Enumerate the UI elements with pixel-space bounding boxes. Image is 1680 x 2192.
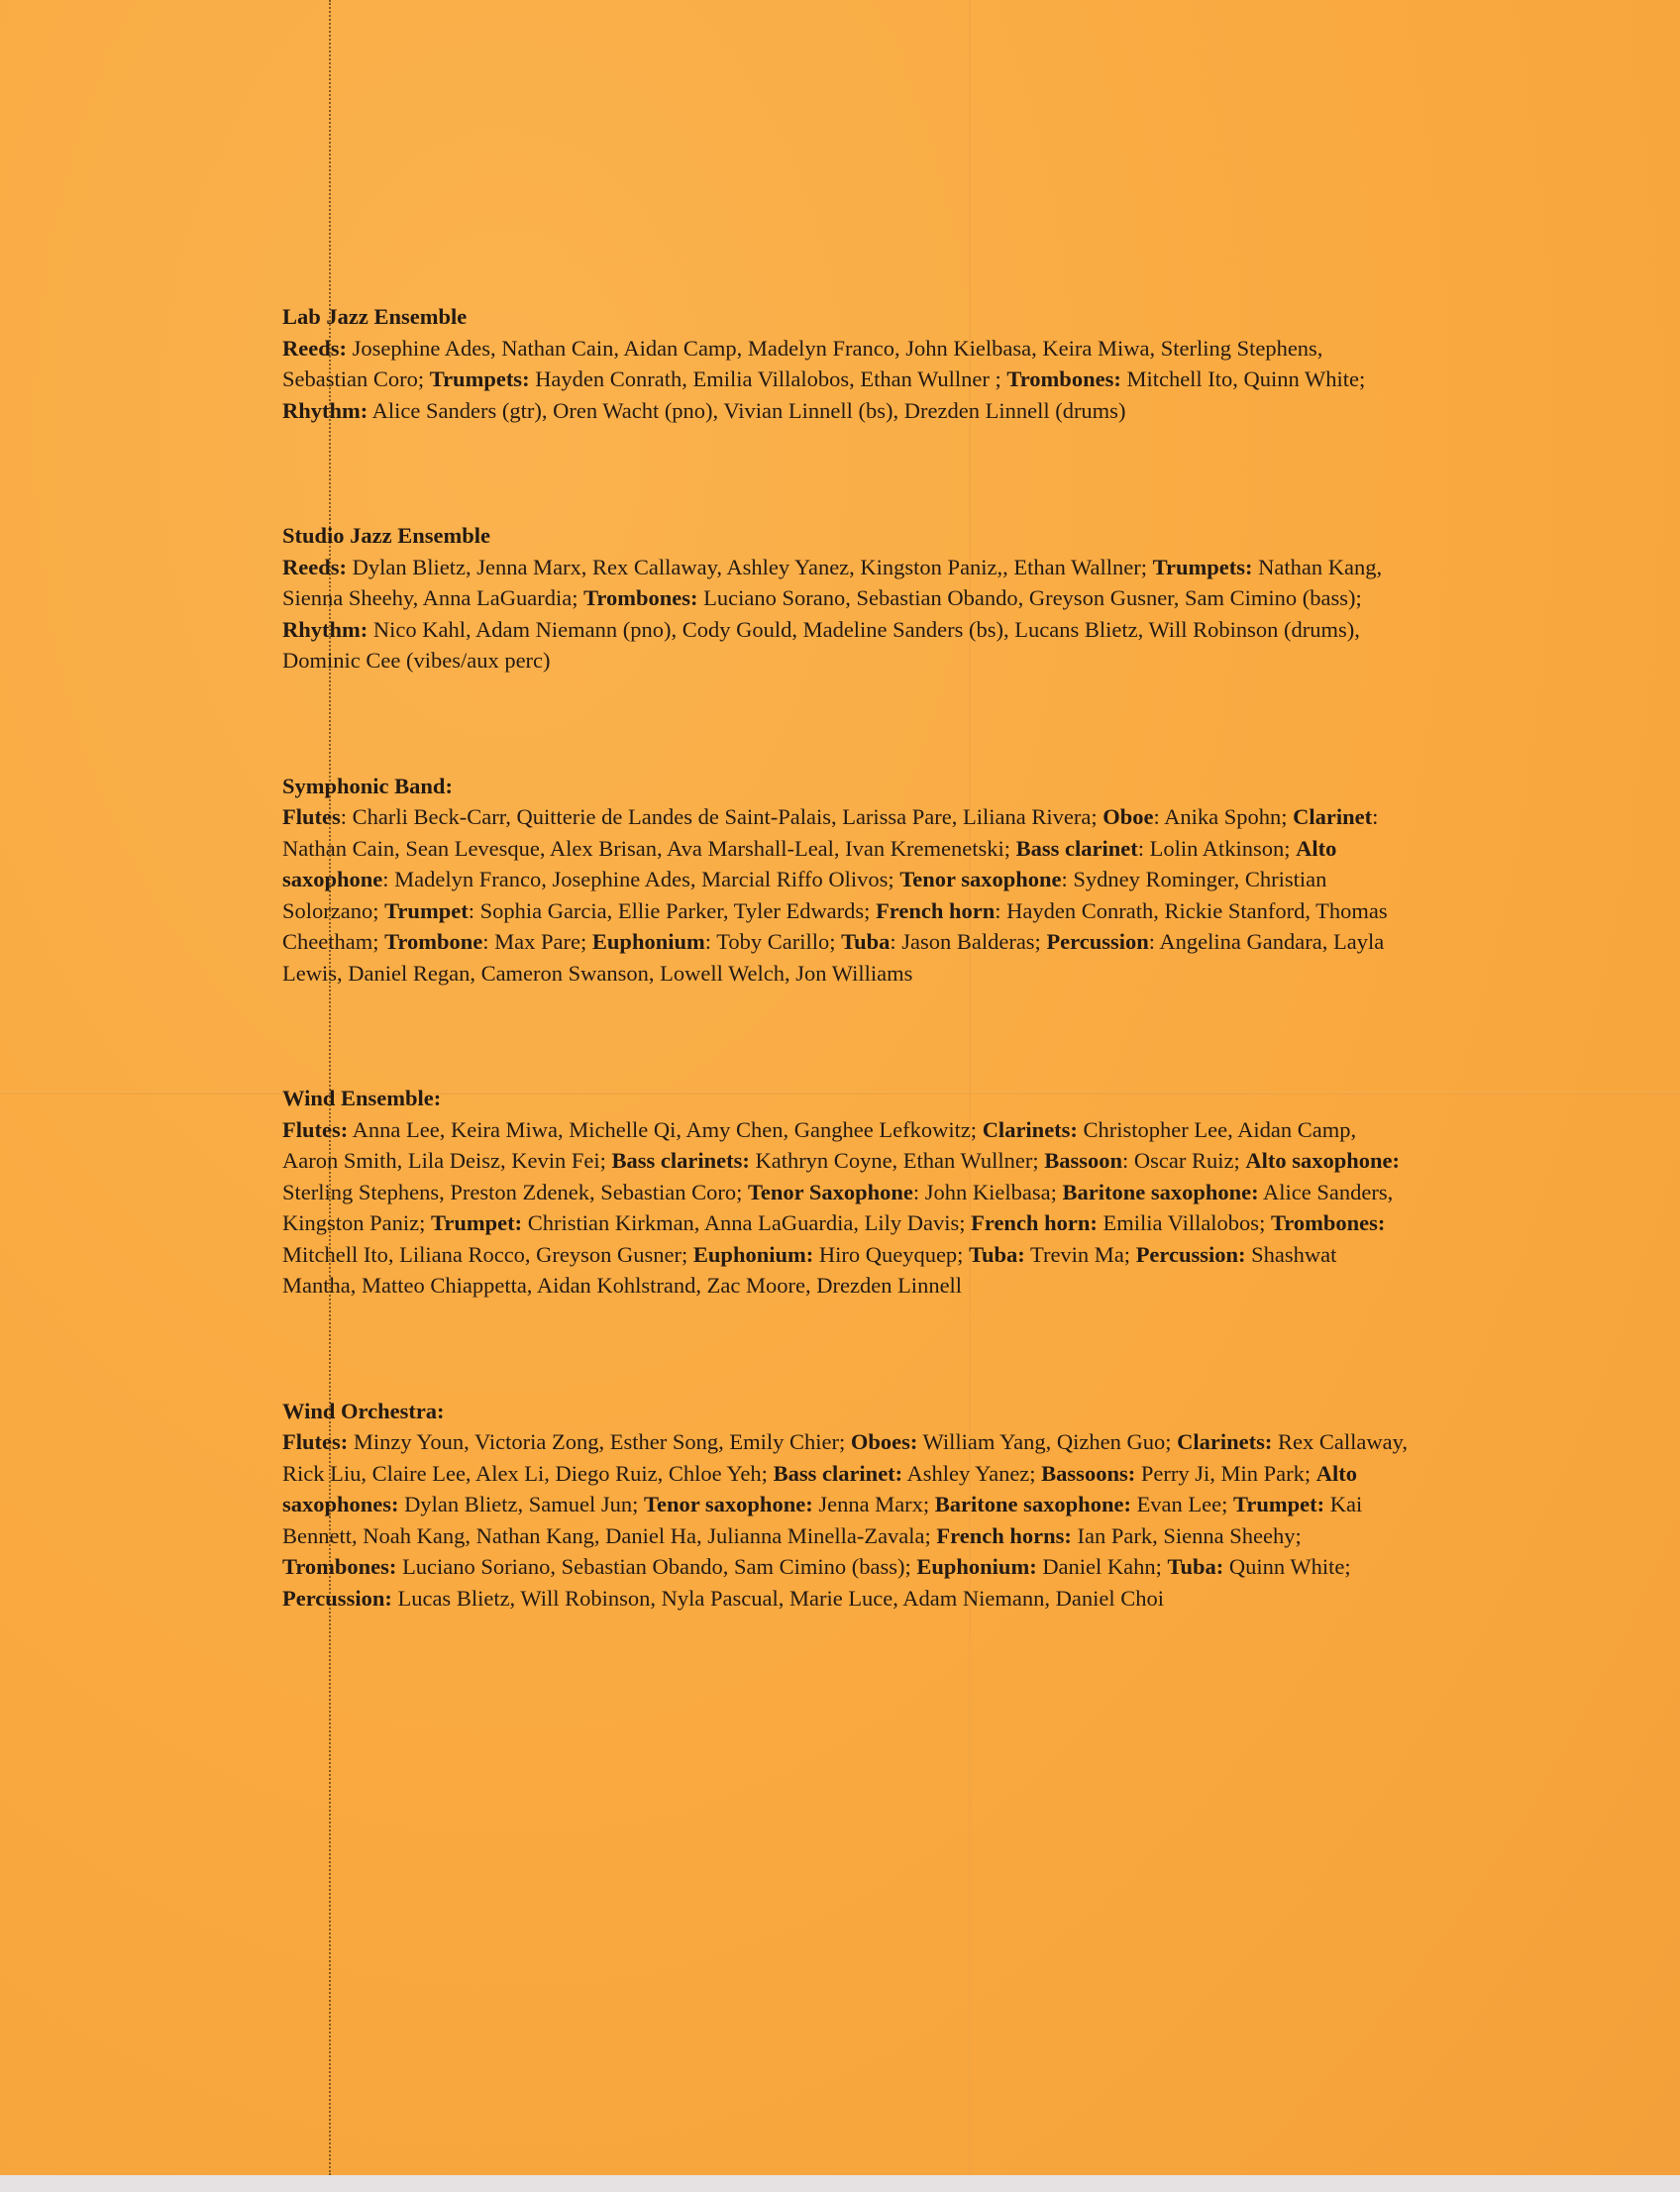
instrument-label: Oboe bbox=[1102, 804, 1154, 829]
member-names: Sterling Stephens, Preston Zdenek, Sebastian Coro; bbox=[282, 1179, 748, 1204]
instrument-label: Trumpet: bbox=[1233, 1492, 1325, 1516]
ensemble-roster bbox=[282, 801, 1412, 989]
instrument-label: Trombones: bbox=[282, 1554, 397, 1579]
instrument-label: Bass clarinet bbox=[1015, 835, 1138, 861]
member-names: Perry Ji, Min Park; bbox=[1135, 1460, 1316, 1486]
scan-margin bbox=[0, 2175, 1680, 2192]
instrument-label: Bass clarinets: bbox=[611, 1148, 750, 1173]
instrument-label: Trombone bbox=[384, 929, 483, 954]
member-names: : Jason Balderas; bbox=[890, 929, 1047, 954]
instrument-label: Alto saxophones: bbox=[282, 1460, 1357, 1516]
instrument-label: Clarinets: bbox=[1177, 1429, 1273, 1454]
member-names: : Charli Beck-Carr, Quitterie de Landes de Saint-Palais, Larissa Pare, Liliana Rivera; bbox=[340, 804, 1103, 829]
member-names: : John Kielbasa; bbox=[912, 1179, 1063, 1204]
member-names: : Anika Spohn; bbox=[1153, 804, 1294, 829]
member-names: Jenna Marx; bbox=[812, 1492, 935, 1516]
member-names: : Angelina Gandara, Layla Lewis, Daniel Regan, Cameron Swanson, Lowell Welch, Jon Williams bbox=[282, 929, 1385, 986]
ensemble-title: Studio Jazz Ensemble bbox=[282, 523, 491, 548]
member-names: : Madelyn Franco, Josephine Ades, Marcial Riffo Olivos; bbox=[382, 867, 900, 891]
member-names: William Yang, Qizhen Guo; bbox=[917, 1429, 1178, 1454]
instrument-label: Alto saxophone bbox=[282, 835, 1337, 891]
instrument-label: Trumpets: bbox=[429, 366, 530, 391]
ensemble-roster bbox=[282, 333, 1412, 427]
member-names: Daniel Kahn; bbox=[1036, 1554, 1168, 1579]
instrument-label: Reeds: bbox=[282, 335, 347, 361]
member-names: Mitchell Ito, Liliana Rocco, Greyson Gusner; bbox=[282, 1241, 693, 1267]
instrument-label: Euphonium: bbox=[692, 1241, 814, 1267]
instrument-label: Tenor Saxophone bbox=[747, 1179, 913, 1204]
ensemble-roster bbox=[282, 1114, 1412, 1302]
member-names: Evan Lee; bbox=[1130, 1492, 1234, 1516]
instrument-label: Clarinets: bbox=[982, 1116, 1078, 1142]
instrument-label: Rhythm: bbox=[282, 397, 368, 423]
instrument-label: Trombones: bbox=[1006, 366, 1121, 391]
instrument-label: Reeds: bbox=[282, 554, 347, 579]
ensemble-roster bbox=[282, 1426, 1412, 1614]
ensemble-title: Lab Jazz Ensemble bbox=[282, 304, 468, 329]
instrument-label: Percussion: bbox=[282, 1585, 392, 1611]
instrument-label: Oboes: bbox=[850, 1429, 918, 1454]
instrument-label: Alto saxophone: bbox=[1245, 1148, 1400, 1173]
member-names: Alice Sanders, Kingston Paniz; bbox=[282, 1179, 1394, 1235]
member-names: Minzy Youn, Victoria Zong, Esther Song, Emily Chier; bbox=[348, 1429, 851, 1454]
instrument-label: Baritone saxophone: bbox=[1062, 1179, 1259, 1204]
member-names: Christian Kirkman, Anna LaGuardia, Lily Davis; bbox=[522, 1210, 972, 1235]
member-names: Alice Sanders (gtr), Oren Wacht (pno), Vivian Linnell (bs), Drezden Linnell (drums) bbox=[368, 397, 1126, 423]
member-names: Quinn White; bbox=[1223, 1554, 1351, 1579]
instrument-label: Tuba: bbox=[1167, 1554, 1224, 1579]
member-names: Hayden Conrath, Emilia Villalobos, Ethan Wullner ; bbox=[529, 366, 1007, 391]
instrument-label: Bassoon bbox=[1044, 1148, 1122, 1173]
instrument-label: Flutes: bbox=[282, 1429, 349, 1454]
member-names: : Nathan Cain, Sean Levesque, Alex Brisan, Ava Marshall-Leal, Ivan Kremenetski; bbox=[282, 804, 1379, 861]
ensemble-roster bbox=[282, 552, 1412, 677]
instrument-label: Trumpet: bbox=[431, 1210, 523, 1235]
member-names: Kathryn Coyne, Ethan Wullner; bbox=[749, 1148, 1045, 1173]
member-names: : Sophia Garcia, Ellie Parker, Tyler Edwards; bbox=[468, 897, 877, 923]
member-names: Rex Callaway, Rick Liu, Claire Lee, Alex Li, Diego Ruiz, Chloe Yeh; bbox=[282, 1429, 1409, 1486]
ensemble-section bbox=[282, 1396, 1412, 1615]
member-names: Hiro Queyquep; bbox=[813, 1241, 970, 1267]
member-names: : Lolin Atkinson; bbox=[1137, 835, 1297, 861]
member-names: Shashwat Mantha, Matteo Chiappetta, Aidan Kohlstrand, Zac Moore, Drezden Linnell bbox=[282, 1241, 1337, 1298]
member-names: Ian Park, Sienna Sheehy; bbox=[1071, 1522, 1302, 1548]
instrument-label: Flutes: bbox=[282, 1116, 349, 1142]
instrument-label: Clarinet bbox=[1293, 804, 1373, 829]
instrument-label: Tuba bbox=[841, 929, 891, 954]
instrument-label: Tenor saxophone bbox=[899, 867, 1062, 891]
instrument-label: Bass clarinet: bbox=[773, 1460, 903, 1486]
instrument-label: Trombones: bbox=[583, 585, 698, 610]
member-names: Dylan Blietz, Jenna Marx, Rex Callaway, Ashley Yanez, Kingston Paniz,, Ethan Wallner; bbox=[346, 554, 1153, 579]
member-names: : Sydney Rominger, Christian Solorzano; bbox=[282, 867, 1327, 923]
instrument-label: French horn: bbox=[971, 1210, 1098, 1235]
member-names: Josephine Ades, Nathan Cain, Aidan Camp, Madelyn Franco, John Kielbasa, Keira Miwa, Sterling Stephens, Sebastian Coro; bbox=[282, 335, 1323, 391]
instrument-label: Tuba: bbox=[969, 1241, 1025, 1267]
instrument-label: Trombones: bbox=[1270, 1210, 1386, 1235]
ensemble-section bbox=[282, 771, 1412, 990]
ensemble-section bbox=[282, 1083, 1412, 1302]
instrument-label: Flutes bbox=[282, 804, 341, 829]
ensemble-rosters bbox=[282, 301, 1412, 1614]
ensemble-section bbox=[282, 301, 1412, 426]
instrument-label: Tenor saxophone: bbox=[644, 1492, 813, 1516]
member-names: Dylan Blietz, Samuel Jun; bbox=[398, 1492, 645, 1516]
member-names: Anna Lee, Keira Miwa, Michelle Qi, Amy Chen, Ganghee Lefkowitz; bbox=[348, 1116, 983, 1142]
member-names: Trevin Ma; bbox=[1024, 1241, 1136, 1267]
instrument-label: Euphonium: bbox=[916, 1554, 1037, 1579]
ensemble-section bbox=[282, 520, 1412, 677]
member-names: Mitchell Ito, Quinn White; bbox=[1120, 366, 1366, 391]
member-names: : Oscar Ruiz; bbox=[1122, 1148, 1246, 1173]
instrument-label: French horn bbox=[876, 897, 996, 923]
ensemble-title: Wind Ensemble: bbox=[282, 1086, 442, 1110]
instrument-label: French horns: bbox=[936, 1522, 1072, 1548]
member-names: Ashley Yanez; bbox=[902, 1460, 1042, 1486]
instrument-label: Bassoons: bbox=[1041, 1460, 1136, 1486]
member-names: Luciano Sorano, Sebastian Obando, Greyson Gusner, Sam Cimino (bass); bbox=[697, 585, 1362, 610]
member-names: Nico Kahl, Adam Niemann (pno), Cody Gould, Madeline Sanders (bs), Lucans Blietz, Will Robinson (drums), Dominic Cee (vibes/aux perc) bbox=[282, 616, 1360, 673]
instrument-label: Percussion: bbox=[1135, 1241, 1246, 1267]
instrument-label: Baritone saxophone: bbox=[934, 1492, 1131, 1516]
member-names: : Max Pare; bbox=[482, 929, 592, 954]
ensemble-title: Symphonic Band: bbox=[282, 773, 453, 798]
member-names: Kai Bennett, Noah Kang, Nathan Kang, Daniel Ha, Julianna Minella-Zavala; bbox=[282, 1492, 1363, 1548]
member-names: Luciano Soriano, Sebastian Obando, Sam Cimino (bass); bbox=[396, 1554, 917, 1579]
instrument-label: Trumpets: bbox=[1152, 554, 1253, 579]
instrument-label: Percussion bbox=[1046, 929, 1149, 954]
instrument-label: Rhythm: bbox=[282, 616, 368, 642]
member-names: : Hayden Conrath, Rickie Stanford, Thomas Cheetham; bbox=[282, 897, 1388, 954]
member-names: Christopher Lee, Aidan Camp, Aaron Smith, Lila Deisz, Kevin Fei; bbox=[282, 1116, 1357, 1173]
ensemble-title: Wind Orchestra: bbox=[282, 1398, 445, 1423]
member-names: Emilia Villalobos; bbox=[1097, 1210, 1271, 1235]
member-names: Lucas Blietz, Will Robinson, Nyla Pascual, Marie Luce, Adam Niemann, Daniel Choi bbox=[391, 1585, 1164, 1611]
instrument-label: Euphonium bbox=[591, 929, 705, 954]
member-names: : Toby Carillo; bbox=[704, 929, 842, 954]
member-names: Nathan Kang, Sienna Sheehy, Anna LaGuardia; bbox=[282, 554, 1383, 610]
instrument-label: Trumpet bbox=[384, 897, 469, 923]
